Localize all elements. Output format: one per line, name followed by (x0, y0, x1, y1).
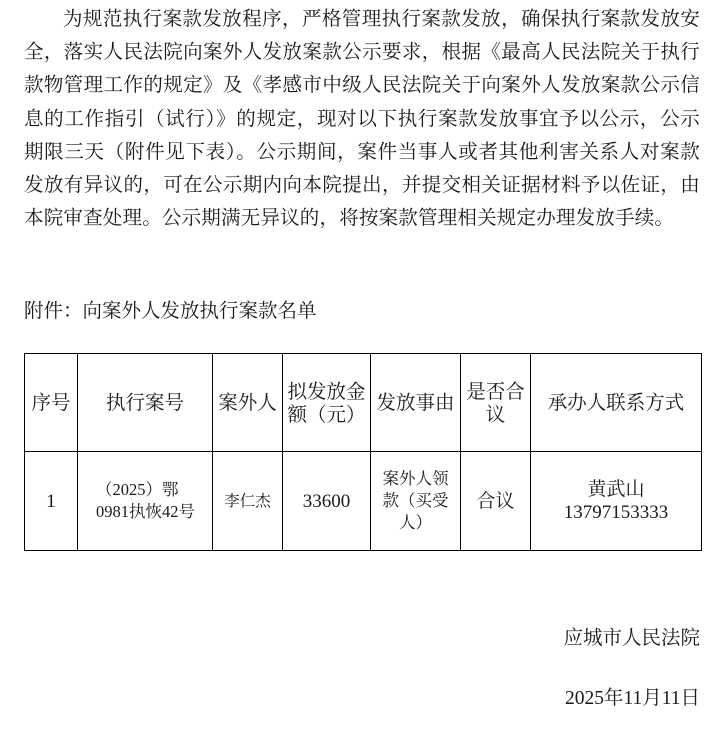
handler-name: 黄武山 (587, 478, 645, 500)
attachment-title: 附件：向案外人发放执行案款名单 (24, 299, 317, 322)
table-header-row (25, 354, 702, 452)
cell-index: 1 (25, 452, 78, 551)
header-case-number: 执行案号 (78, 354, 213, 452)
cell-collegial: 合议 (461, 452, 531, 551)
cell-reason: 案外人领款（买受人） (371, 452, 461, 551)
cell-amount: 33600 (283, 452, 371, 551)
header-index: 序号 (25, 354, 78, 452)
header-collegial: 是否合议 (461, 354, 531, 452)
header-reason: 发放事由 (371, 354, 461, 452)
table-row (25, 452, 702, 551)
cell-case-number: （2025）鄂0981执恢42号 (78, 452, 213, 551)
notice-body: 为规范执行案款发放程序，严格管理执行案款发放，确保执行案款发放安全，落实人民法院向案外人发放案款公示要求，根据《最高人民法院关于执行款物管理工作的规定》及《孝感市中级人民法院关于向案外人发放案款公示信息的工作指引（试行）》的规定，现对以下执行案款发放事宜予以公示，公示期限三天（附件见下表）。公示期间，案件当事人或者其他利害关系人对案款发放有异议的，可在公示期内向本院提出，并提交相关证据材料予以佐证，由本院审查处理。公示期满无异议的，将按案款管理相关规定办理发放手续。 (24, 7, 700, 230)
header-outsider: 案外人 (213, 354, 283, 452)
notice-date: 2025年11月11日 (564, 688, 700, 709)
cell-handler-contact (531, 452, 702, 551)
cell-outsider: 李仁杰 (213, 452, 283, 551)
handler-phone: 13797153333 (563, 502, 669, 523)
court-name: 应城市人民法院 (563, 626, 700, 649)
header-handler-contact: 承办人联系方式 (531, 354, 702, 452)
header-amount: 拟发放金额（元） (283, 354, 371, 452)
disbursement-table (24, 353, 702, 551)
